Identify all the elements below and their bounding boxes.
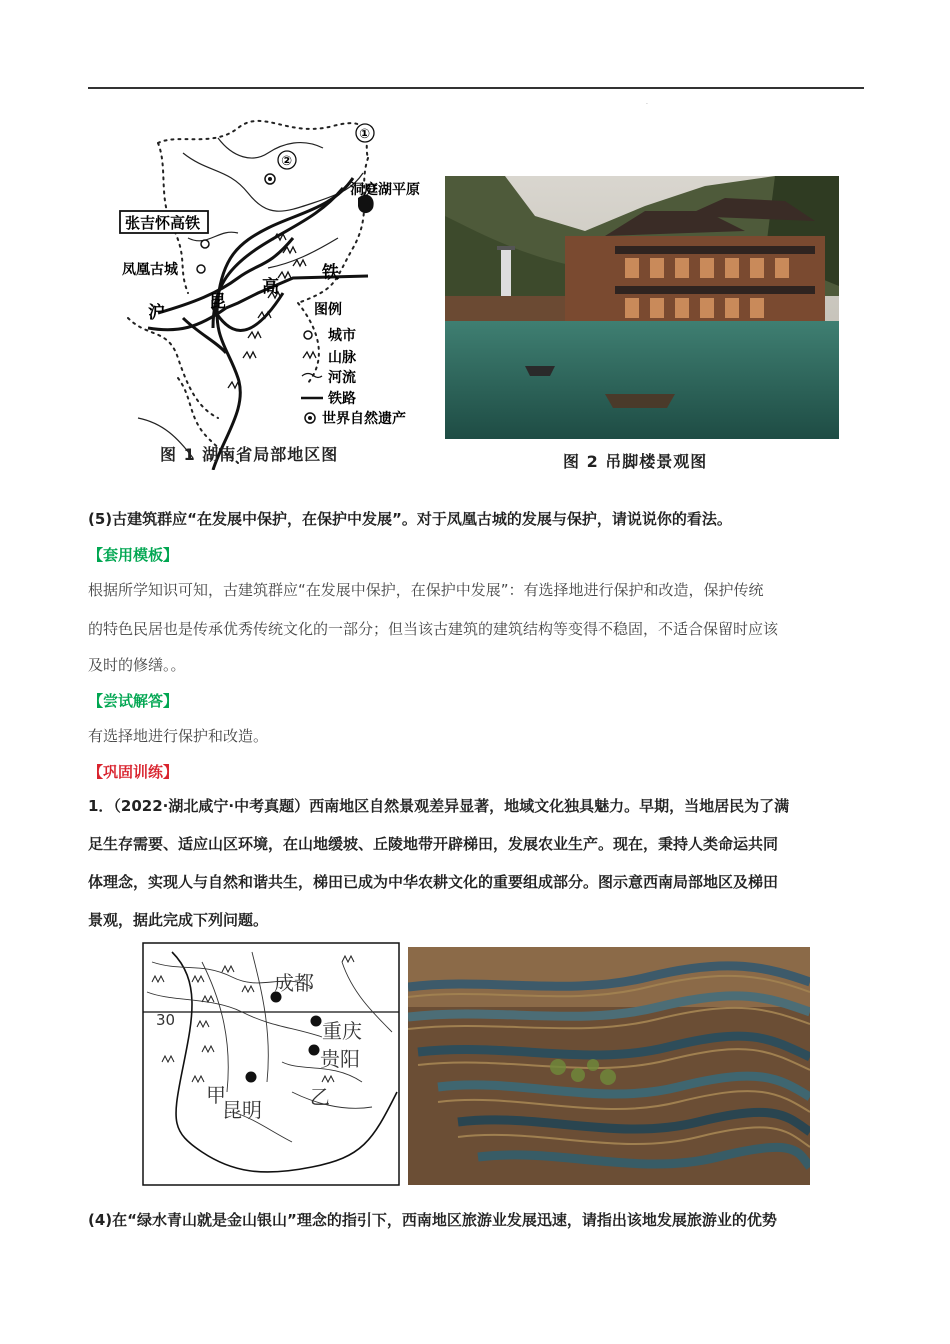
label-gao: 高: [262, 277, 279, 297]
legend-mountain: 山脉: [328, 350, 356, 366]
hunan-map-svg: [118, 118, 436, 470]
practice-line-1: 1．（2022·湖北咸宁·中考真题）西南地区自然景观差异显著，地域文化独具魅力。早期，当地居民为了满: [88, 797, 790, 815]
practice-line-4: 景观，据此完成下列问题。: [88, 911, 269, 929]
figure2-caption: 图 2 吊脚楼景观图: [563, 452, 708, 471]
header-rule: [88, 87, 864, 89]
label-hu: 沪: [148, 303, 165, 323]
header-dot: .: [646, 99, 648, 106]
hunan-map: [118, 118, 436, 470]
label-guiyang: 贵阳: [320, 1047, 360, 1071]
label-fenghuang: 凤凰古城: [122, 262, 178, 278]
practice-line-3: 体理念，实现人与自然和谐共生，梯田已成为中华农耕文化的重要组成部分。图示意西南局部地区及梯田: [88, 873, 779, 891]
label-zhangjihuai: 张吉怀高铁: [125, 214, 201, 232]
southwest-map: [142, 942, 400, 1186]
template-line-1: 根据所学知识可知，古建筑群应“在发展中保护，在保护中发展”：有选择地进行保护和改造，保护传统: [88, 581, 764, 599]
legend-title: 图例: [314, 302, 342, 318]
label-yi: 乙: [310, 1085, 330, 1109]
figure1-caption: 图 1 湖南省局部地区图: [160, 445, 339, 464]
label-dongting: 洞庭湖平原: [350, 182, 420, 198]
question-4: (4)在“绿水青山就是金山银山”理念的指引下，西南地区旅游业发展迅速，请指出该地发展旅游业的优势: [88, 1211, 777, 1229]
answer-text: 有选择地进行保护和改造。: [88, 727, 269, 745]
stilt-house-photo: [445, 176, 839, 439]
label-tie: 铁: [322, 263, 339, 283]
marker-1: ①: [359, 127, 371, 142]
label-chongqing: 重庆: [322, 1019, 362, 1043]
practice-heading: 【巩固训练】: [88, 763, 179, 781]
legend-city: 城市: [328, 328, 356, 344]
legend-heritage: 世界自然遗产: [322, 411, 406, 427]
label-kunming: 昆明: [222, 1098, 262, 1122]
legend-river: 河流: [328, 370, 356, 386]
label-lat30: 30: [156, 1011, 176, 1029]
template-line-2: 的特色民居也是传承优秀传统文化的一部分；但当该古建筑的建筑结构等变得不稳固，不适合保留时应该: [88, 620, 779, 638]
practice-line-2: 足生存需要、适应山区环境，在山地缓坡、丘陵地带开辟梯田，发展农业生产。现在，秉持人类命运共同: [88, 835, 779, 853]
question-5: (5)古建筑群应“在发展中保护，在保护中发展”。对于凤凰古城的发展与保护，请说说你的看法。: [88, 510, 732, 528]
template-heading: 【套用模板】: [88, 546, 179, 564]
answer-heading: 【尝试解答】: [88, 692, 179, 710]
template-line-3: 及时的修缮。。: [88, 656, 186, 674]
label-chengdu: 成都: [274, 971, 314, 995]
label-jia: 甲: [206, 1083, 226, 1107]
terrace-photo: [408, 947, 810, 1185]
label-kun: 昆: [209, 292, 226, 312]
marker-2: ②: [281, 154, 293, 169]
legend-rail: 铁路: [328, 391, 356, 407]
